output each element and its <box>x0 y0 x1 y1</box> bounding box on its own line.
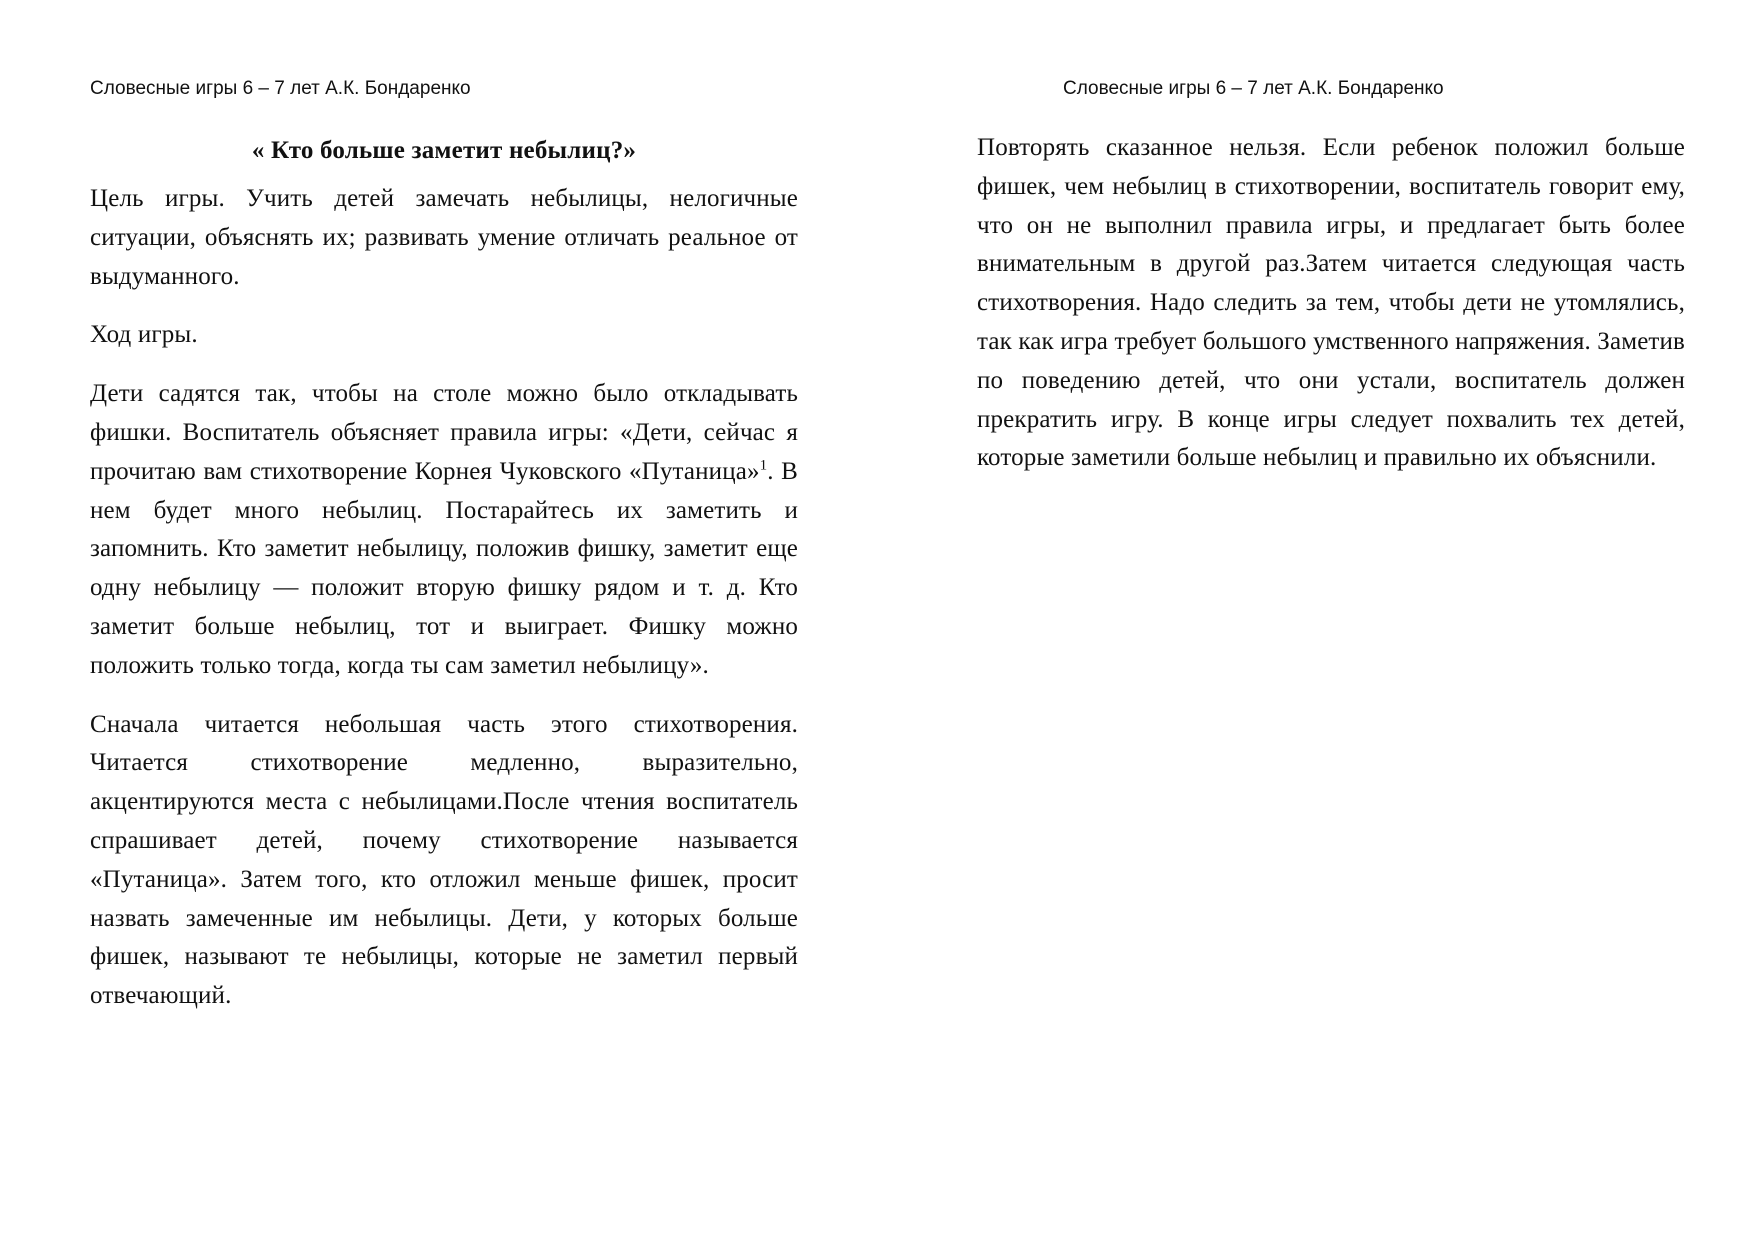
course-heading: Ход игры. <box>90 321 198 349</box>
footnote-mark: 1 <box>759 457 768 474</box>
rules-paragraph <box>90 375 798 685</box>
continuation-paragraph: Повторять сказанное нельзя. Если ребенок положил больше фишек, чем небылиц в стихотворении, воспитатель говорит ему, что он не выполнил правила игры, и предлагает быть более внимательным в другой раз.Затем читается следующая часть стихотворения. Надо следить за тем, чтобы дети не утомлялись, так как игра требует большого умственного напряжения. Заметив по поведению детей, что они устали, воспитатель должен прекратить игру. В конце игры следует похвалить тех детей, которые заметили больше небылиц и правильно их объяснили. <box>977 134 1685 472</box>
goal-paragraph: Цель игры. Учить детей замечать небылицы, нелогичные ситуации, объяснять их; развивать умение отличать реальное от выдуманного. <box>90 185 798 290</box>
rules-text-after-note: . В нем будет много небылиц. Постарайтесь их заметить и запомнить. Кто заметит небылицу, положив фишку, заметит еще одну небылицу — положит вторую фишку рядом и т. д. Кто заметит больше небылиц, тот и выиграет. Фишку можно положить только тогда, когда ты сам заметил небылицу». <box>90 457 799 679</box>
left-page-body <box>90 132 798 1036</box>
running-header-left: Словесные игры 6 – 7 лет А.К. Бондаренко <box>90 78 471 99</box>
game-title: « Кто больше заметит небылиц?» <box>251 137 637 164</box>
running-header-right: Словесные игры 6 – 7 лет А.К. Бондаренко <box>1063 78 1444 99</box>
right-page <box>877 0 1754 1240</box>
rules-text-before-note: Дети садятся так, чтобы на столе можно было откладывать фишки. Воспитатель объясняет правила игры: «Дети, сейчас я прочитаю вам стихотворение Корнея Чуковского «Путаница» <box>90 380 798 485</box>
right-page-body <box>977 129 1685 498</box>
reading-paragraph: Сначала читается небольшая часть этого стихотворения. Читается стихотворение медленно, выразительно, акцентируются места с небылицами.После чтения воспитатель спрашивает детей, почему стихотворение называется «Путаница». Затем того, кто отложил меньше фишек, просит назвать замеченные им небылицы. Дети, у которых больше фишек, называют те небылицы, которые не заметил первый отвечающий. <box>90 710 798 1010</box>
